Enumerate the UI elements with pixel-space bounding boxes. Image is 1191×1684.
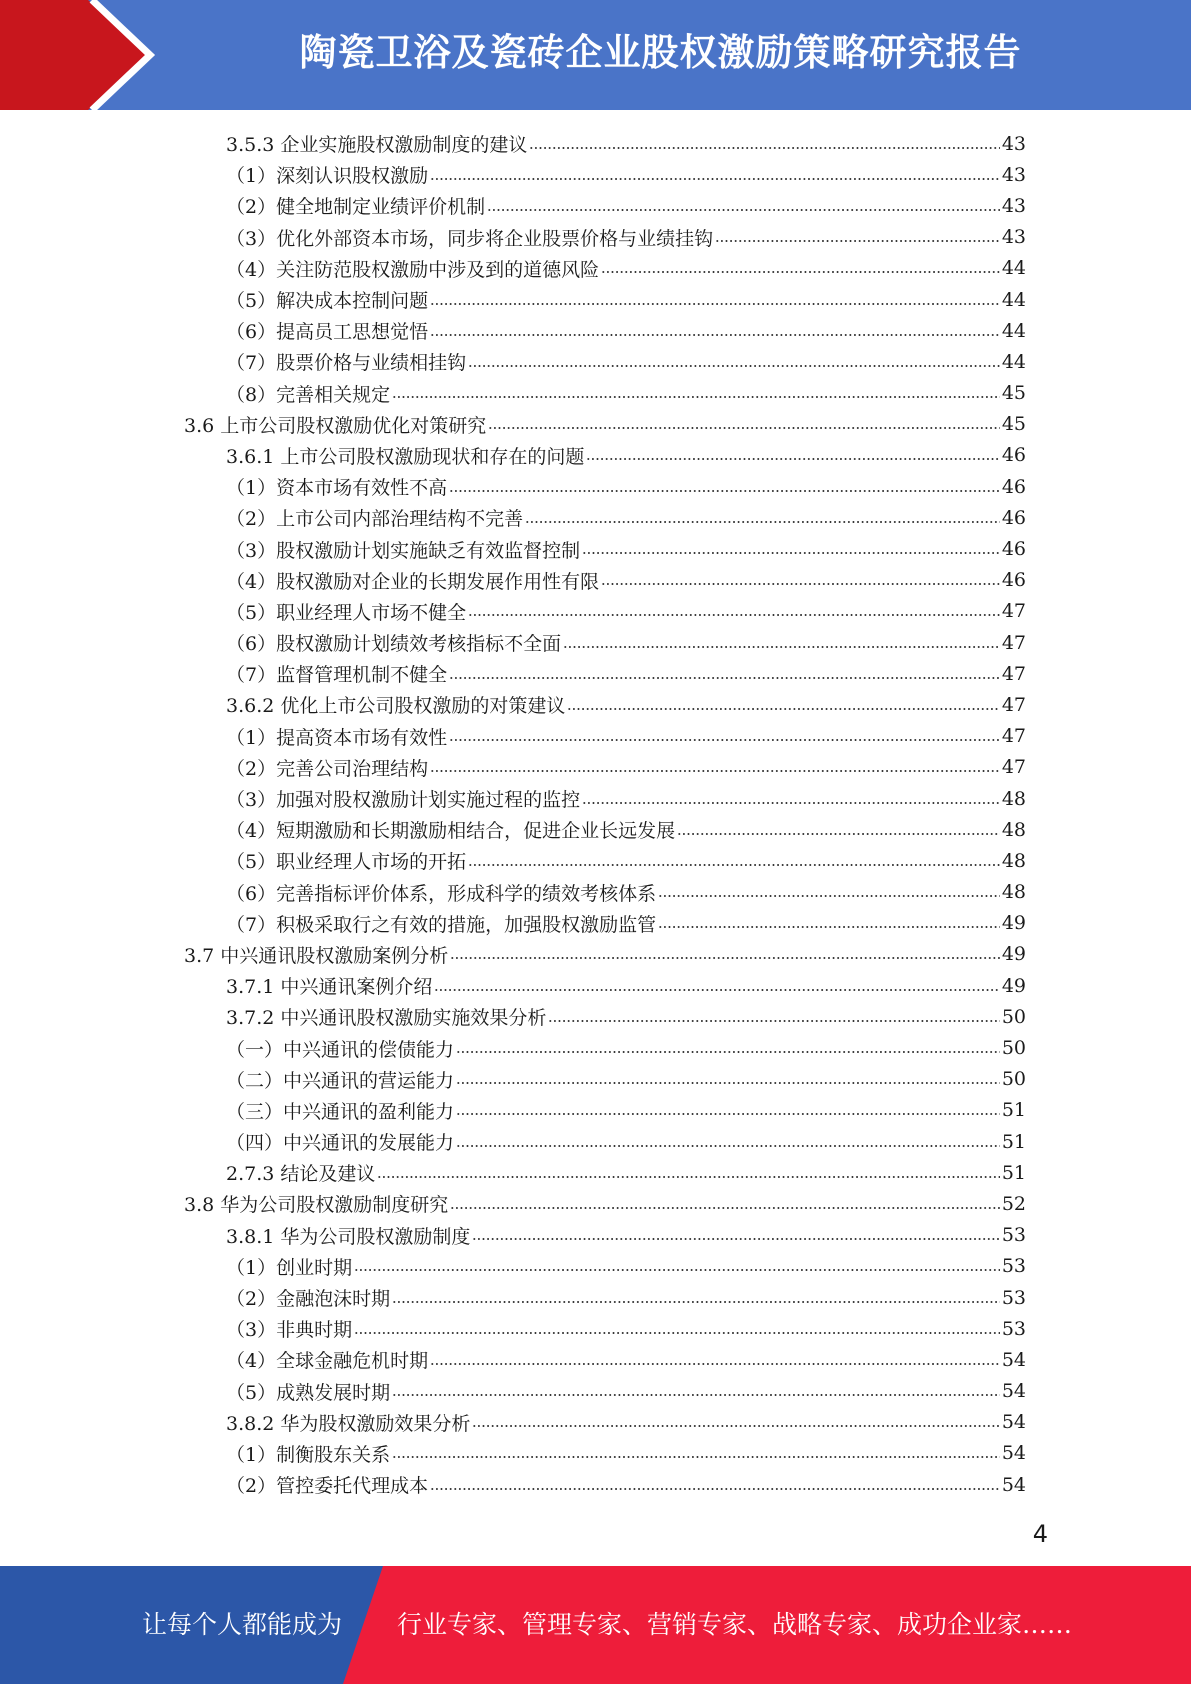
toc-entry-title: 3.7.2 中兴通讯股权激励实施效果分析 — [226, 1007, 547, 1030]
toc-dot-leader — [525, 520, 1000, 524]
toc-dot-leader — [430, 1362, 1000, 1366]
toc-entry-page: 53 — [1001, 1255, 1026, 1278]
toc-entry[interactable] — [0, 1344, 1026, 1375]
toc-entry[interactable] — [0, 596, 1026, 627]
toc-entry-title: 3.8.2 华为股权激励效果分析 — [226, 1412, 471, 1435]
toc-dot-leader — [392, 1393, 1000, 1397]
toc-entry[interactable] — [0, 970, 1026, 1001]
toc-entry-title: 3.7 中兴通讯股权激励案例分析 — [184, 944, 449, 967]
toc-dot-leader — [548, 1019, 999, 1023]
toc-entry[interactable] — [0, 253, 1026, 284]
toc-entry[interactable] — [0, 1220, 1026, 1251]
toc-entry-title: （8）完善相关规定 — [226, 383, 391, 406]
toc-dot-leader — [392, 1455, 1000, 1459]
toc-entry[interactable] — [0, 1438, 1026, 1469]
toc-entry-page: 45 — [1001, 413, 1026, 436]
toc-entry[interactable] — [0, 222, 1026, 253]
toc-entry[interactable] — [0, 721, 1026, 752]
toc-entry-title: （5）职业经理人市场不健全 — [226, 601, 467, 624]
toc-entry-title: （1）创业时期 — [226, 1256, 353, 1279]
toc-entry-title: （1）提高资本市场有效性 — [226, 726, 448, 749]
toc-entry[interactable] — [0, 471, 1026, 502]
toc-entry-title: （5）成熟发展时期 — [226, 1381, 391, 1404]
toc-entry-page: 53 — [1001, 1286, 1026, 1309]
toc-entry-title: （一）中兴通讯的偿债能力 — [226, 1038, 455, 1061]
toc-dot-leader — [487, 208, 1000, 212]
toc-entry[interactable] — [0, 752, 1026, 783]
toc-entry-title: 2.7.3 结论及建议 — [226, 1163, 376, 1186]
toc-dot-leader — [567, 707, 999, 711]
toc-entry-page: 51 — [1001, 1130, 1026, 1153]
toc-entry-title: （6）股权激励计划绩效考核指标不全面 — [226, 633, 562, 656]
toc-entry-page: 49 — [1001, 974, 1026, 997]
toc-entry-page: 43 — [1001, 132, 1026, 155]
toc-entry-page: 54 — [1001, 1380, 1026, 1403]
toc-entry-title: （7）积极采取行之有效的措施，加强股权激励监管 — [226, 913, 657, 936]
toc-entry-page: 48 — [1001, 818, 1026, 841]
toc-entry[interactable] — [0, 939, 1026, 970]
toc-entry-title: 3.5.3 企业实施股权激励制度的建议 — [226, 134, 528, 157]
toc-entry-title: （7）股票价格与业绩相挂钩 — [226, 352, 467, 375]
toc-entry-title: （3）优化外部资本市场，同步将企业股票价格与业绩挂钩 — [226, 227, 714, 250]
toc-entry[interactable] — [0, 378, 1026, 409]
toc-entry[interactable] — [0, 783, 1026, 814]
toc-dot-leader — [392, 1300, 1000, 1304]
toc-entry-title: （1）资本市场有效性不高 — [226, 477, 448, 500]
toc-entry-page: 47 — [1001, 600, 1026, 623]
toc-dot-leader — [456, 1112, 1000, 1116]
toc-dot-leader — [658, 894, 1000, 898]
toc-entry[interactable] — [0, 315, 1026, 346]
toc-entry-page: 50 — [1001, 1005, 1026, 1028]
toc-dot-leader — [456, 1050, 1000, 1054]
toc-dot-leader — [658, 925, 1000, 929]
toc-entry-page: 47 — [1001, 756, 1026, 779]
toc-entry[interactable] — [0, 190, 1026, 221]
toc-entry[interactable] — [0, 1032, 1026, 1063]
toc-entry-page: 46 — [1001, 506, 1026, 529]
toc-entry[interactable] — [0, 128, 1026, 159]
toc-entry-page: 50 — [1001, 1068, 1026, 1091]
toc-dot-leader — [354, 1331, 1000, 1335]
toc-dot-leader — [450, 1206, 1000, 1210]
table-of-contents — [0, 128, 1191, 1500]
toc-entry[interactable] — [0, 346, 1026, 377]
toc-entry[interactable] — [0, 1095, 1026, 1126]
toc-entry-page: 47 — [1001, 631, 1026, 654]
toc-dot-leader — [456, 1081, 1000, 1085]
toc-entry-page: 43 — [1001, 163, 1026, 186]
toc-entry-title: 3.8 华为公司股权激励制度研究 — [184, 1194, 449, 1217]
toc-entry-title: （4）全球金融危机时期 — [226, 1350, 429, 1373]
toc-entry-title: （6）完善指标评价体系，形成科学的绩效考核体系 — [226, 882, 657, 905]
toc-entry-page: 49 — [1001, 912, 1026, 935]
toc-entry-title: （7）监督管理机制不健全 — [226, 664, 448, 687]
footer-slogan: 让每个人都能成为 — [142, 1610, 343, 1639]
toc-entry[interactable] — [0, 565, 1026, 596]
toc-entry-page: 50 — [1001, 1037, 1026, 1060]
toc-dot-leader — [468, 863, 1000, 867]
toc-dot-leader — [456, 1144, 1000, 1148]
toc-entry-page: 51 — [1001, 1161, 1026, 1184]
toc-entry-title: （三）中兴通讯的盈利能力 — [226, 1100, 455, 1123]
toc-dot-leader — [430, 177, 1000, 181]
toc-entry[interactable] — [0, 502, 1026, 533]
toc-entry[interactable] — [0, 1001, 1026, 1032]
toc-entry-page: 48 — [1001, 849, 1026, 872]
toc-entry[interactable] — [0, 440, 1026, 471]
toc-entry-page: 51 — [1001, 1099, 1026, 1122]
toc-entry-title: （1）制衡股东关系 — [226, 1443, 391, 1466]
toc-entry-page: 43 — [1001, 194, 1026, 217]
toc-dot-leader — [472, 1424, 999, 1428]
toc-entry-title: （5）解决成本控制问题 — [226, 290, 429, 313]
toc-entry[interactable] — [0, 1064, 1026, 1095]
toc-entry-title: （二）中兴通讯的营运能力 — [226, 1069, 455, 1092]
toc-entry[interactable] — [0, 1313, 1026, 1344]
toc-dot-leader — [354, 1268, 1000, 1272]
toc-entry[interactable] — [0, 845, 1026, 876]
toc-entry-title: （3）股权激励计划实施缺乏有效监督控制 — [226, 539, 581, 562]
toc-entry-page: 44 — [1001, 288, 1026, 311]
toc-entry[interactable] — [0, 627, 1026, 658]
toc-entry-title: 3.7.1 中兴通讯案例介绍 — [226, 976, 433, 999]
toc-entry-page: 46 — [1001, 475, 1026, 498]
toc-entry[interactable] — [0, 409, 1026, 440]
toc-entry-page: 49 — [1001, 943, 1026, 966]
page-header — [0, 0, 1191, 110]
toc-dot-leader — [430, 302, 1000, 306]
toc-entry-page: 54 — [1001, 1348, 1026, 1371]
toc-dot-leader — [488, 426, 1000, 430]
toc-entry-page: 54 — [1001, 1473, 1026, 1496]
toc-dot-leader — [449, 738, 1000, 742]
toc-entry[interactable] — [0, 1376, 1026, 1407]
toc-entry-title: （6）提高员工思想觉悟 — [226, 321, 429, 344]
toc-entry[interactable] — [0, 284, 1026, 315]
toc-entry-title: （1）深刻认识股权激励 — [226, 165, 429, 188]
toc-dot-leader — [529, 146, 999, 150]
toc-dot-leader — [468, 364, 1000, 368]
toc-entry-title: 3.6.2 优化上市公司股权激励的对策建议 — [226, 695, 566, 718]
toc-dot-leader — [434, 988, 999, 992]
toc-entry-title: （2）健全地制定业绩评价机制 — [226, 196, 486, 219]
toc-entry-page: 47 — [1001, 725, 1026, 748]
toc-dot-leader — [430, 333, 1000, 337]
toc-entry[interactable] — [0, 159, 1026, 190]
toc-entry-page: 54 — [1001, 1411, 1026, 1434]
toc-entry[interactable] — [0, 1407, 1026, 1438]
toc-entry-page: 47 — [1001, 693, 1026, 716]
toc-entry-title: （4）关注防范股权激励中涉及到的道德风险 — [226, 258, 600, 281]
toc-dot-leader — [601, 582, 1000, 586]
toc-dot-leader — [582, 801, 1000, 805]
toc-entry-page: 47 — [1001, 662, 1026, 685]
toc-entry-title: 3.8.1 华为公司股权激励制度 — [226, 1225, 471, 1248]
toc-dot-leader — [468, 613, 1000, 617]
toc-entry[interactable] — [0, 908, 1026, 939]
toc-entry[interactable] — [0, 814, 1026, 845]
toc-entry-page: 48 — [1001, 881, 1026, 904]
footer-roles: 行业专家、管理专家、营销专家、战略专家、成功企业家…… — [397, 1610, 1073, 1639]
toc-entry[interactable] — [0, 1188, 1026, 1219]
toc-dot-leader — [430, 1487, 1000, 1491]
toc-entry[interactable] — [0, 1157, 1026, 1188]
toc-entry[interactable] — [0, 533, 1026, 564]
toc-entry[interactable] — [0, 689, 1026, 720]
toc-entry-title: （3）加强对股权激励计划实施过程的监控 — [226, 789, 581, 812]
toc-dot-leader — [449, 676, 1000, 680]
toc-entry-page: 54 — [1001, 1442, 1026, 1465]
toc-entry-page: 44 — [1001, 350, 1026, 373]
toc-entry-page: 44 — [1001, 319, 1026, 342]
toc-entry-page: 45 — [1001, 382, 1026, 405]
toc-dot-leader — [392, 395, 1000, 399]
toc-entry-page: 53 — [1001, 1224, 1026, 1247]
toc-dot-leader — [582, 551, 1000, 555]
toc-entry-page: 53 — [1001, 1317, 1026, 1340]
toc-entry-page: 43 — [1001, 226, 1026, 249]
toc-entry[interactable] — [0, 877, 1026, 908]
toc-dot-leader — [715, 239, 1000, 243]
toc-entry-page: 46 — [1001, 538, 1026, 561]
toc-entry[interactable] — [0, 1469, 1026, 1500]
page-number: 4 — [1032, 1520, 1048, 1548]
toc-entry-page: 52 — [1001, 1192, 1026, 1215]
toc-dot-leader — [377, 1175, 999, 1179]
toc-entry-title: （4）短期激励和长期激励相结合，促进企业长远发展 — [226, 820, 676, 843]
toc-dot-leader — [430, 769, 1000, 773]
toc-entry-title: （3）非典时期 — [226, 1319, 353, 1342]
toc-entry[interactable] — [0, 1282, 1026, 1313]
document-title: 陶瓷卫浴及瓷砖企业股权激励策略研究报告 — [299, 31, 1022, 74]
toc-entry-page: 46 — [1001, 444, 1026, 467]
toc-dot-leader — [450, 956, 1000, 960]
toc-entry[interactable] — [0, 1251, 1026, 1282]
toc-dot-leader — [586, 457, 999, 461]
toc-dot-leader — [677, 832, 1000, 836]
toc-entry-title: 3.6 上市公司股权激励优化对策研究 — [184, 414, 487, 437]
toc-entry-page: 46 — [1001, 569, 1026, 592]
toc-entry-page: 44 — [1001, 257, 1026, 280]
toc-dot-leader — [472, 1237, 999, 1241]
toc-entry-title: （2）管控委托代理成本 — [226, 1475, 429, 1498]
toc-entry[interactable] — [0, 1126, 1026, 1157]
page-footer — [0, 1566, 1191, 1684]
toc-entry-title: 3.6.1 上市公司股权激励现状和存在的问题 — [226, 445, 585, 468]
toc-entry-title: （2）金融泡沫时期 — [226, 1288, 391, 1311]
toc-dot-leader — [601, 270, 1000, 274]
toc-entry-title: （四）中兴通讯的发展能力 — [226, 1132, 455, 1155]
toc-entry[interactable] — [0, 658, 1026, 689]
toc-entry-page: 48 — [1001, 787, 1026, 810]
toc-entry-title: （4）股权激励对企业的长期发展作用性有限 — [226, 570, 600, 593]
toc-dot-leader — [449, 489, 1000, 493]
toc-dot-leader — [563, 645, 1000, 649]
toc-entry-title: （5）职业经理人市场的开拓 — [226, 851, 467, 874]
toc-entry-title: （2）完善公司治理结构 — [226, 757, 429, 780]
toc-entry-title: （2）上市公司内部治理结构不完善 — [226, 508, 524, 531]
